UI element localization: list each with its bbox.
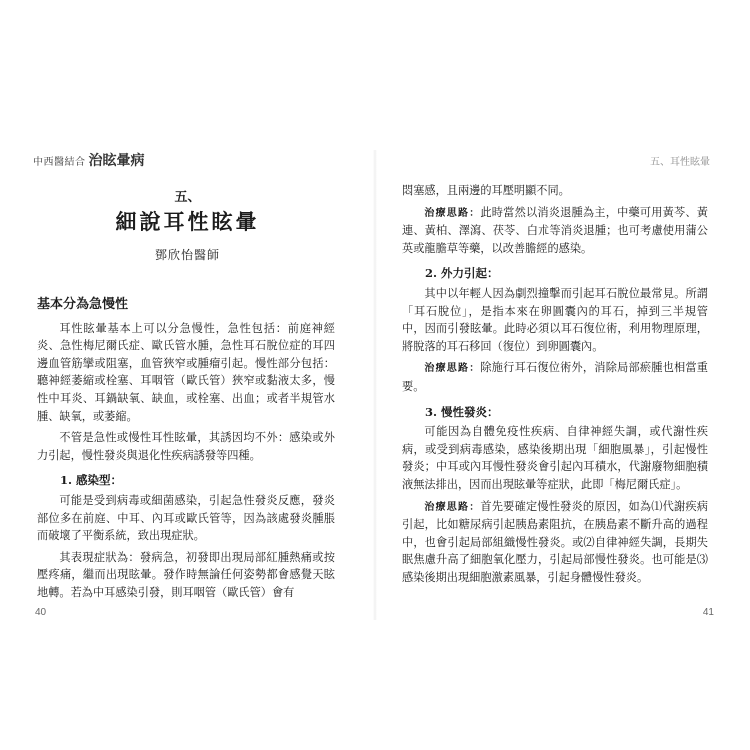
- paragraph: 不管是急性或慢性耳性眩暈，其誘因均不外：感染或外力引起，慢性發炎與退化性疾病誘發等四種。: [37, 431, 335, 462]
- paragraph: 其中以年輕人因為劇烈撞擊而引起耳石脫位最常見。所謂「耳石脫位」，是指本來在卵圓囊內的耳石，掉到三半規管中，因而引發眩暈。此時必須以耳石復位術，利用物理原理，將脫落的耳石移回（復位）到卵圓囊內。: [402, 286, 708, 353]
- treatment-text: 除施行耳石復位術外，消除局部瘀腫也相當重要。: [402, 361, 708, 393]
- right-running-head: 五、耳性眩暈: [650, 157, 710, 168]
- treatment-text: 首先要確定慢性發炎的原因，如為⑴代謝疾病引起，比如糖尿病引起胰島素阻抗，在胰島素不斷升高的過程中，也會引起局部組織慢性發炎。或⑵自律神經失調，長期失眠焦慮升高了細胞氧化壓力，引起局部慢性發炎。也可能是⑶感染後期出現細胞激素風暴，引起身體慢性發炎。: [402, 499, 708, 584]
- section-heading: 基本分為急慢性: [37, 297, 129, 312]
- treatment-note: [402, 204, 708, 258]
- treatment-note: [402, 359, 708, 395]
- running-head-book-title: 治眩暈病: [88, 153, 145, 169]
- subsection-heading: 2. 外力引起：: [425, 266, 499, 281]
- subsection-heading: 1. 感染型：: [60, 473, 123, 488]
- running-head-series: 中西醫結合: [33, 157, 86, 168]
- page-number: 40: [35, 607, 47, 618]
- chapter-title: 細說耳性眩暈: [115, 209, 260, 234]
- chapter-author: 鄧欣怡醫師: [154, 248, 220, 262]
- right-body-text: [402, 182, 708, 586]
- page-number: 41: [702, 607, 714, 618]
- treatment-label: 治療思路：: [424, 501, 481, 513]
- treatment-text: 此時當然以消炎退腫為主，中藥可用黃芩、黃連、黃柏、澤瀉、茯苓、白朮等消炎退腫；也可考慮使用蒲公英或龍膽草等藥，以改善膽經的感染。: [402, 205, 708, 255]
- paragraph: 其表現症狀為：發病急，初發即出現局部紅腫熱痛或按壓疼痛，繼而出現眩暈。發作時無論任何姿勢都會感覺天眩地轉。若為中耳感染引發，則耳咽管（歐氏管）會有: [37, 550, 335, 599]
- chapter-number: 五、: [174, 190, 201, 205]
- subsection-heading: 3. 慢性發炎：: [425, 404, 499, 419]
- paragraph: 可能是受到病毒或細菌感染，引起急性發炎反應，發炎部位多在前庭、中耳、內耳或歐氏管等，因為該處發炎腫脹而破壞了平衡系統，致出現症狀。: [37, 493, 335, 543]
- treatment-label: 治療思路：: [424, 363, 481, 375]
- left-body-text: [37, 296, 335, 602]
- paragraph-continued: 悶塞感，且兩邊的耳壓明顯不同。: [402, 184, 570, 197]
- paragraph: 耳性眩暈基本上可以分急慢性，急性包括：前庭神經炎、急性梅尼爾氏症、歐氏管水腫，急性耳石脫位症的耳四邊血管筋攣或阻塞，血管狹窄或腫瘤引起。慢性部分包括：聽神經萎縮或栓塞、耳咽管（歐氏管）狹窄或黏液太多，慢性中耳炎、耳鍋缺氧、缺血，或栓塞、出血；或者半規管水腫、缺氧，或萎縮。: [37, 321, 335, 423]
- paragraph: 可能因為自體免疫性疾病、自律神經失調，或代謝性疾病，或受到病毒感染，感染後期出現「細胞風暴」，引起慢性發炎；中耳或內耳慢性發炎會引起內耳積水，代謝廢物細胞積液無法排出，因而出現眩暈等症狀，此即「梅尼爾氏症」。: [402, 425, 708, 491]
- treatment-label: 治療思路：: [424, 207, 481, 219]
- left-running-head: [33, 150, 145, 170]
- treatment-note: [402, 498, 708, 587]
- right-page: [375, 0, 750, 750]
